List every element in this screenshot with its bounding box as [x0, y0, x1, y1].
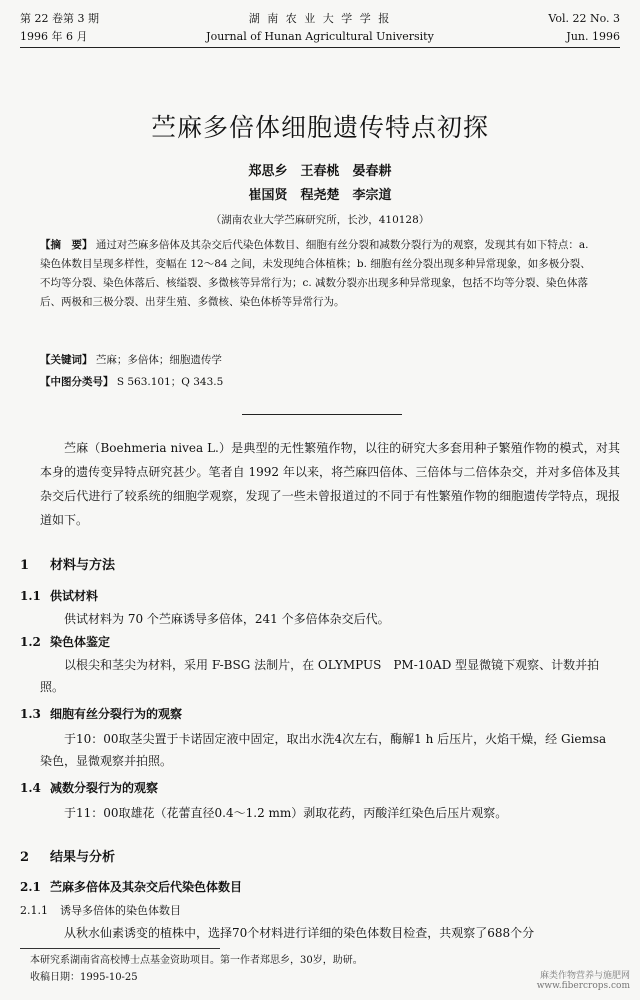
subsection-1-3-body: [40, 728, 620, 772]
journal-volume-info-en: [548, 10, 620, 46]
subsection-1-1-heading: [20, 587, 98, 604]
subsection-1-4-heading: [20, 779, 158, 796]
subsection-1-1-title: 供试材料: [50, 589, 99, 603]
section-1-number: 1: [20, 558, 30, 573]
subsection-1-1-number: 1.1: [20, 589, 41, 603]
section-2-heading: [20, 846, 115, 865]
subsection-2-1-number: 2.1: [20, 880, 41, 894]
intro-text: 苎麻（Boehmeria nivea L.）是典型的无性繁殖作物，以往的研究大多套用种子繁殖作物的模式，对其本身的遗传变异特点研究甚少。笔者自 1992 年以来，将苎麻四倍体、三倍体与二倍体杂交，并对多倍体及其杂交后代进行了较系统的细胞学观察，发现了一些未曾报道过的不同于有性繁殖作物的细胞遗传学特点，现报道如下。: [40, 441, 620, 527]
classification-text: S 563.101；Q 343.5: [116, 376, 224, 388]
watermark-url: www.fibercrops.com: [536, 981, 630, 991]
affiliation: （湖南农业大学苎麻研究所，长沙，410128）: [210, 214, 430, 226]
footnote-received-date: 收稿日期：1995-10-25: [30, 972, 138, 983]
volume-issue-en: Vol. 22 No. 3: [548, 12, 620, 25]
publication-date: 1996 年 6 月: [20, 30, 88, 43]
publication-date-en: Jun. 1996: [566, 30, 620, 43]
section-1-title: 材料与方法: [50, 558, 116, 573]
keywords-text: 苎麻；多倍体；细胞遗传学: [95, 354, 222, 366]
section-2-title: 结果与分析: [50, 850, 116, 865]
subsection-2-1-heading: [20, 878, 242, 895]
authors-line-1: 郑思乡 王春桃 晏春耕: [248, 164, 392, 179]
intro-paragraph: [40, 436, 620, 532]
subsection-1-4-number: 1.4: [20, 781, 41, 795]
subsection-1-1-text: 供试材料为 70 个苎麻诱导多倍体，241 个多倍体杂交后代。: [64, 612, 390, 626]
abstract: [40, 236, 600, 312]
watermark-text: 麻类作物营养与施肥网: [539, 971, 630, 981]
subsection-2-1-1-number: 2.1.1: [20, 904, 48, 917]
subsection-1-3-text: 于10：00取茎尖置于卡诺固定液中固定，取出水洗4次左右，酶解1 h 后压片，火焰干燥，经 Giemsa 染色，显微观察并拍照。: [40, 732, 607, 768]
subsection-1-2-number: 1.2: [20, 635, 41, 649]
classification-label: 【中图分类号】: [40, 376, 114, 388]
subsection-1-4-text: 于11：00取雄花（花蕾直径0.4～1.2 mm）剥取花药，丙酸洋红染色后压片观察。: [64, 806, 508, 820]
footnote-rule: [20, 948, 220, 949]
footnote: [30, 952, 590, 986]
subsection-1-3-heading: [20, 705, 182, 722]
keywords: [40, 352, 600, 367]
watermark: [537, 968, 630, 991]
subsection-2-1-1-heading: [20, 902, 181, 918]
section-1-heading: [20, 554, 115, 573]
header-rule: [20, 47, 620, 48]
keywords-label: 【关键词】: [40, 354, 93, 366]
abstract-label: 【摘 要】: [40, 239, 93, 251]
abstract-text: 通过对苎麻多倍体及其杂交后代染色体数目、细胞有丝分裂和减数分裂行为的观察，发现其有如下特点：a. 染色体数目呈现多样性，变幅在 12～84 之间，未发现纯合体植株；b. 细胞有丝分裂出现多种异常现象，如多极分裂、不均等分裂、染色体落后、核缢裂、多微核等异常行为；c. 减数分裂亦出现多种异常现象，包括不均等分裂、染色体落后、两极和三极分裂、出芽生殖、多微核、染色体桥等异常行为。: [40, 239, 591, 308]
subsection-2-1-1-title: 诱导多倍体的染色体数目: [60, 904, 181, 917]
section-2-text: 从秋水仙素诱变的植株中，选择70个材料进行详细的染色体数目检查，共观察了688个分: [64, 926, 535, 940]
subsection-1-1-body: [40, 608, 620, 630]
subsection-2-1-title: 苎麻多倍体及其杂交后代染色体数目: [50, 880, 243, 894]
subsection-1-3-number: 1.3: [20, 707, 41, 721]
subsection-1-2-title: 染色体鉴定: [50, 635, 111, 649]
subsection-1-2-heading: [20, 633, 110, 650]
subsection-1-4-body: [40, 802, 620, 824]
footnote-funding: 本研究系湖南省高校博士点基金资助项目。第一作者郑思乡，30岁，助研。: [30, 955, 363, 966]
classification: [40, 374, 600, 389]
authors-line-2: 崔国贤 程尧楚 李宗道: [248, 188, 392, 203]
subsection-1-4-title: 减数分裂行为的观察: [50, 781, 159, 795]
section-2-number: 2: [20, 850, 30, 865]
paper-title: 苎麻多倍体细胞遗传特点初探: [150, 113, 489, 142]
subsection-1-2-body: [40, 654, 620, 698]
subsection-1-3-title: 细胞有丝分裂行为的观察: [50, 707, 183, 721]
section-divider: [242, 414, 402, 415]
journal-title-en: Journal of Hunan Agricultural University: [206, 30, 434, 43]
journal-title-cn: 湖 南 农 业 大 学 学 报: [248, 12, 392, 25]
subsection-1-2-text: 以根尖和茎尖为材料，采用 F-BSG 法制片，在 OLYMPUS PM-10AD 型显微镜下观察、计数并拍照。: [40, 658, 600, 694]
volume-issue: 第 22 卷第 3 期: [20, 12, 99, 25]
journal-title-block: [0, 10, 640, 46]
section-2-body: [40, 922, 620, 944]
